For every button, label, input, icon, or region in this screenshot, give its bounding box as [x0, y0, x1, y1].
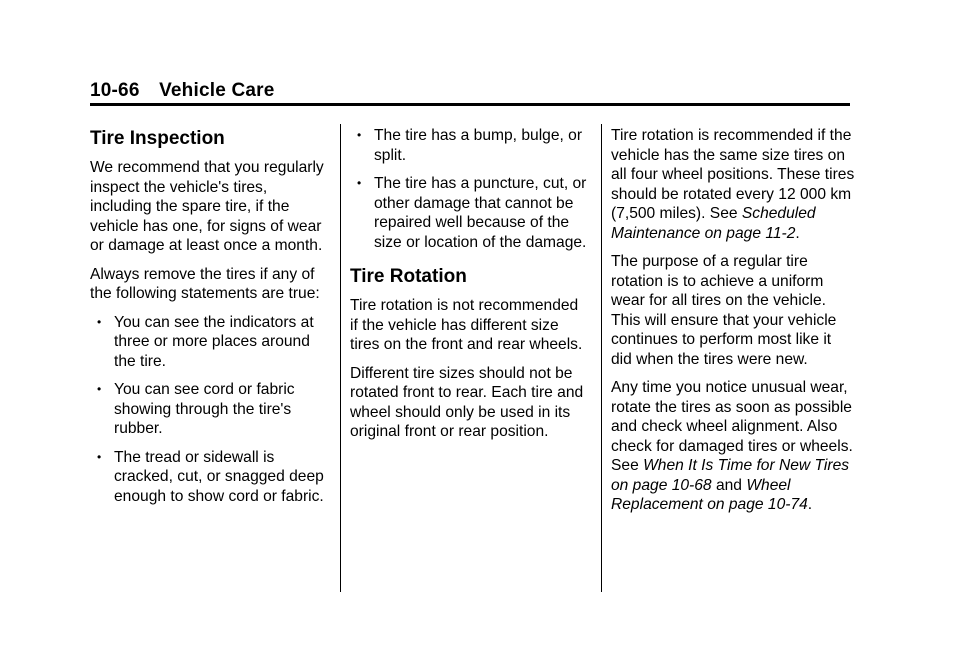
tire-rotation-heading: Tire Rotation	[350, 266, 467, 287]
column-divider-1	[340, 124, 341, 592]
paragraph-text: Any time you notice unusual wear, rotate the tires as soon as possible and check wheel alignment. Also check for damaged tires or wheels. See	[611, 379, 853, 474]
list-item	[90, 448, 330, 507]
paragraph-end: .	[795, 224, 800, 242]
list-item-text: The tire has a bump, bulge, or split.	[374, 127, 583, 164]
column-3	[611, 126, 856, 524]
column-divider-2	[601, 124, 602, 592]
bullet-icon: •	[357, 176, 362, 190]
list-item-text: The tread or sidewall is cracked, cut, or snagged deep enough to show cord or fabric.	[114, 448, 324, 505]
section-title: Vehicle Care	[159, 80, 275, 101]
unusual-wear-para	[611, 378, 856, 515]
inspection-intro: We recommend that you regularly inspect the vehicle's tires, including the spare tire, if the vehicle has one, for signs of wear or damage at least once a month.	[90, 159, 324, 254]
scheduled-maintenance-link[interactable]: Scheduled Maintenance on page 11-2	[611, 205, 816, 242]
bullet-icon: •	[97, 314, 102, 329]
new-tires-link[interactable]: When It Is Time for New Tires on page 10-68	[611, 457, 850, 494]
bullet-icon: •	[97, 382, 102, 396]
column-1	[90, 126, 330, 515]
rotation-recommended-para	[611, 126, 856, 243]
rotation-para-2: Different tire sizes should not be rotated front to rear. Each tire and wheel should only be used in its original front or rear position.	[350, 364, 584, 440]
page-number: 10-66	[90, 80, 140, 101]
page-header	[90, 80, 275, 102]
wheel-replacement-link[interactable]: Wheel Replacement on page 10-74	[611, 476, 808, 513]
list-item-text: The tire has a puncture, cut, or other damage that cannot be repaired well because of the size or location of the damage.	[374, 175, 587, 251]
inspection-lead: Always remove the tires if any of the following statements are true:	[90, 265, 320, 302]
list-item	[90, 380, 330, 439]
list-item-text: You can see cord or fabric showing through the tire's rubber.	[114, 381, 295, 437]
column-2	[350, 126, 590, 451]
bullet-icon: •	[357, 128, 362, 142]
list-item	[350, 126, 590, 165]
list-item	[350, 174, 590, 252]
damage-bullet-list	[350, 126, 590, 252]
conjunction-text: and	[715, 476, 742, 494]
paragraph-end: .	[807, 496, 813, 513]
list-item-text: You can see the indicators at three or more places around the tire.	[114, 313, 314, 370]
bullet-icon: •	[97, 449, 102, 464]
rotation-purpose-para: The purpose of a regular tire rotation is to achieve a uniform wear for all tires on the vehicle. This will ensure that your vehicle continues to perform most like it did when the tires were new.	[611, 253, 837, 368]
rotation-para-1: Tire rotation is not recommended if the vehicle has different size tires on the front and rear wheels.	[350, 297, 583, 353]
list-item	[90, 313, 330, 372]
paragraph-text: Tire rotation is recommended if the vehicle has the same size tires on all four wheel positions. These tires should be rotated every 12 000 km (7,500 miles). See	[611, 127, 855, 222]
inspection-bullet-list	[90, 313, 330, 507]
tire-inspection-heading: Tire Inspection	[90, 128, 225, 149]
header-rule	[90, 103, 850, 106]
